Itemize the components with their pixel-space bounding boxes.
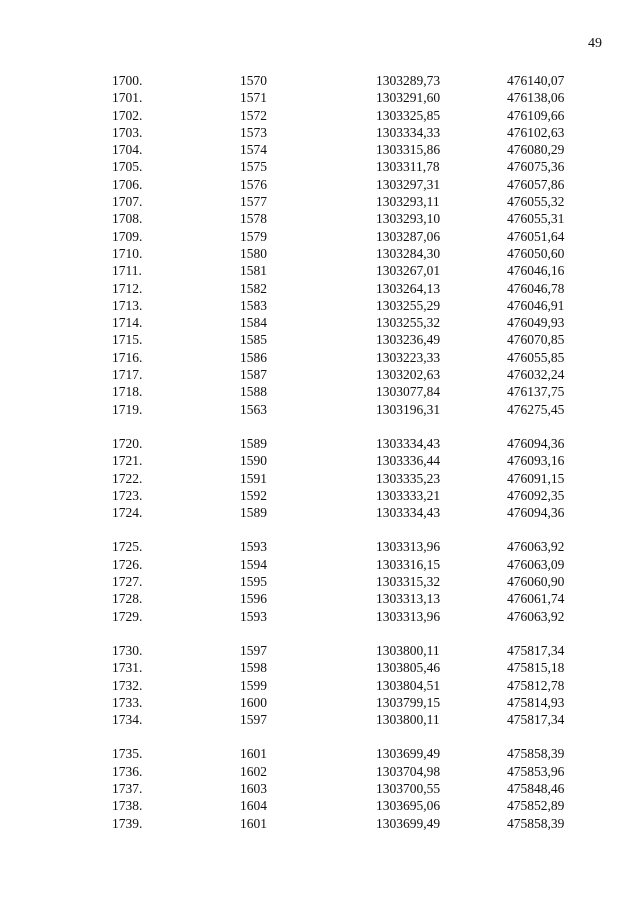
coordinate-y: 476060,90 bbox=[507, 574, 565, 590]
point-id: 1584 bbox=[240, 315, 267, 331]
coordinate-y: 476057,86 bbox=[507, 176, 565, 192]
row-number: 1733. bbox=[112, 694, 143, 710]
row-number: 1705. bbox=[112, 159, 143, 175]
coordinate-y: 476061,74 bbox=[507, 591, 565, 607]
coordinate-x: 1303291,60 bbox=[376, 90, 441, 106]
point-id: 1597 bbox=[240, 642, 267, 658]
coordinate-x: 1303704,98 bbox=[376, 763, 441, 779]
row-number: 1730. bbox=[112, 642, 143, 658]
table-row bbox=[0, 677, 640, 694]
row-number: 1725. bbox=[112, 539, 143, 555]
row-number: 1703. bbox=[112, 124, 143, 140]
row-number: 1726. bbox=[112, 556, 143, 572]
coordinate-y: 476050,60 bbox=[507, 245, 565, 261]
point-id: 1589 bbox=[240, 435, 267, 451]
coordinate-y: 476063,92 bbox=[507, 539, 565, 555]
row-number: 1729. bbox=[112, 608, 143, 624]
row-number: 1719. bbox=[112, 401, 143, 417]
row-number: 1739. bbox=[112, 815, 143, 831]
table-row bbox=[0, 504, 640, 521]
table-row bbox=[0, 72, 640, 89]
coordinate-x: 1303293,11 bbox=[376, 194, 440, 210]
coordinate-x: 1303289,73 bbox=[376, 73, 441, 88]
coordinate-y: 475858,39 bbox=[507, 746, 565, 762]
coordinate-y: 476093,16 bbox=[507, 453, 565, 469]
table-row bbox=[0, 349, 640, 366]
table-row bbox=[0, 176, 640, 193]
table-row bbox=[0, 642, 640, 659]
point-id: 1586 bbox=[240, 349, 267, 365]
coordinate-x: 1303313,13 bbox=[376, 591, 441, 607]
coordinate-x: 1303334,43 bbox=[376, 505, 441, 521]
coordinate-x: 1303699,49 bbox=[376, 815, 441, 831]
coordinate-y: 476075,36 bbox=[507, 159, 565, 175]
table-row bbox=[0, 694, 640, 711]
coordinate-y: 476092,35 bbox=[507, 487, 565, 503]
point-id: 1596 bbox=[240, 591, 267, 607]
row-number: 1737. bbox=[112, 780, 143, 796]
coordinate-x: 1303799,15 bbox=[376, 694, 441, 710]
coordinate-x: 1303297,31 bbox=[376, 176, 441, 192]
coordinate-x: 1303800,11 bbox=[376, 712, 440, 728]
point-id: 1576 bbox=[240, 176, 267, 192]
point-id: 1570 bbox=[240, 73, 267, 88]
coordinate-x: 1303202,63 bbox=[376, 367, 441, 383]
coordinate-x: 1303311,78 bbox=[376, 159, 440, 175]
point-id: 1603 bbox=[240, 780, 267, 796]
coordinate-x: 1303315,86 bbox=[376, 142, 441, 158]
row-number: 1707. bbox=[112, 194, 143, 210]
row-number: 1717. bbox=[112, 367, 143, 383]
table-row bbox=[0, 780, 640, 797]
coordinate-x: 1303284,30 bbox=[376, 245, 441, 261]
coordinate-x: 1303264,13 bbox=[376, 280, 441, 296]
coordinate-x: 1303699,49 bbox=[376, 746, 441, 762]
table-row bbox=[0, 245, 640, 262]
coordinate-x: 1303336,44 bbox=[376, 453, 441, 469]
coordinate-y: 476063,92 bbox=[507, 608, 565, 624]
coordinate-y: 476063,09 bbox=[507, 556, 565, 572]
table-row bbox=[0, 331, 640, 348]
point-id: 1590 bbox=[240, 453, 267, 469]
coordinate-x: 1303316,15 bbox=[376, 556, 441, 572]
row-number: 1711. bbox=[112, 263, 142, 279]
table-row bbox=[0, 763, 640, 780]
table-row bbox=[0, 89, 640, 106]
coordinate-y: 476032,24 bbox=[507, 367, 565, 383]
table-row bbox=[0, 383, 640, 400]
coordinate-x: 1303335,23 bbox=[376, 470, 441, 486]
table-row bbox=[0, 314, 640, 331]
point-id: 1572 bbox=[240, 107, 267, 123]
coordinate-x: 1303223,33 bbox=[376, 349, 441, 365]
row-number: 1715. bbox=[112, 332, 143, 348]
table-row bbox=[0, 435, 640, 452]
table-row bbox=[0, 210, 640, 227]
coordinate-x: 1303313,96 bbox=[376, 539, 441, 555]
row-number: 1728. bbox=[112, 591, 143, 607]
point-id: 1587 bbox=[240, 367, 267, 383]
coordinate-x: 1303287,06 bbox=[376, 228, 441, 244]
row-number: 1722. bbox=[112, 470, 143, 486]
coordinate-y: 475853,96 bbox=[507, 763, 565, 779]
table-row bbox=[0, 124, 640, 141]
point-id: 1593 bbox=[240, 539, 267, 555]
point-id: 1594 bbox=[240, 556, 267, 572]
row-number: 1712. bbox=[112, 280, 143, 296]
point-id: 1604 bbox=[240, 798, 267, 814]
coordinate-y: 476094,36 bbox=[507, 435, 565, 451]
row-number: 1710. bbox=[112, 245, 143, 261]
table-row bbox=[0, 745, 640, 762]
row-number: 1734. bbox=[112, 712, 143, 728]
row-number: 1716. bbox=[112, 349, 143, 365]
row-group bbox=[0, 72, 640, 418]
coordinate-x: 1303313,96 bbox=[376, 608, 441, 624]
point-id: 1598 bbox=[240, 660, 267, 676]
table-row bbox=[0, 608, 640, 625]
row-number: 1720. bbox=[112, 435, 143, 451]
row-group bbox=[0, 435, 640, 521]
row-group bbox=[0, 745, 640, 831]
point-id: 1579 bbox=[240, 228, 267, 244]
coordinate-x: 1303333,21 bbox=[376, 487, 441, 503]
point-id: 1602 bbox=[240, 763, 267, 779]
point-id: 1589 bbox=[240, 505, 267, 521]
row-number: 1708. bbox=[112, 211, 143, 227]
row-number: 1723. bbox=[112, 487, 143, 503]
table-row bbox=[0, 659, 640, 676]
coordinate-y: 475817,34 bbox=[507, 642, 565, 658]
table-row bbox=[0, 590, 640, 607]
coordinate-y: 475852,89 bbox=[507, 798, 565, 814]
coordinate-y: 476070,85 bbox=[507, 332, 565, 348]
coordinate-x: 1303805,46 bbox=[376, 660, 441, 676]
point-id: 1601 bbox=[240, 746, 267, 762]
coordinate-x: 1303293,10 bbox=[376, 211, 441, 227]
coordinate-y: 476140,07 bbox=[507, 73, 565, 88]
row-number: 1700. bbox=[112, 73, 143, 88]
coordinate-y: 475848,46 bbox=[507, 780, 565, 796]
coordinate-y: 475814,93 bbox=[507, 694, 565, 710]
table-row bbox=[0, 470, 640, 487]
table-row bbox=[0, 228, 640, 245]
table-row bbox=[0, 452, 640, 469]
table-row bbox=[0, 107, 640, 124]
coordinate-y: 476109,66 bbox=[507, 107, 565, 123]
row-number: 1731. bbox=[112, 660, 143, 676]
table-row bbox=[0, 711, 640, 728]
table-row bbox=[0, 141, 640, 158]
coordinate-y: 475858,39 bbox=[507, 815, 565, 831]
coordinate-y: 476046,91 bbox=[507, 297, 565, 313]
row-number: 1736. bbox=[112, 763, 143, 779]
coordinate-y: 476055,85 bbox=[507, 349, 565, 365]
point-id: 1601 bbox=[240, 815, 267, 831]
row-number: 1732. bbox=[112, 677, 143, 693]
coordinate-x: 1303236,49 bbox=[376, 332, 441, 348]
table-row bbox=[0, 401, 640, 418]
coordinate-y: 476046,78 bbox=[507, 280, 565, 296]
table-row bbox=[0, 366, 640, 383]
page-number: 49 bbox=[588, 36, 602, 51]
row-number: 1701. bbox=[112, 90, 143, 106]
point-id: 1595 bbox=[240, 574, 267, 590]
table-row bbox=[0, 797, 640, 814]
coordinate-x: 1303800,11 bbox=[376, 642, 440, 658]
table-row bbox=[0, 158, 640, 175]
coordinate-y: 476055,31 bbox=[507, 211, 565, 227]
point-id: 1592 bbox=[240, 487, 267, 503]
table-row bbox=[0, 280, 640, 297]
coordinate-y: 476080,29 bbox=[507, 142, 565, 158]
row-number: 1714. bbox=[112, 315, 143, 331]
point-id: 1591 bbox=[240, 470, 267, 486]
point-id: 1571 bbox=[240, 90, 267, 106]
table-row bbox=[0, 815, 640, 832]
coordinate-y: 476102,63 bbox=[507, 124, 565, 140]
coordinate-y: 476275,45 bbox=[507, 401, 565, 417]
coordinate-x: 1303700,55 bbox=[376, 780, 441, 796]
coordinate-x: 1303267,01 bbox=[376, 263, 441, 279]
point-id: 1588 bbox=[240, 384, 267, 400]
table-row bbox=[0, 556, 640, 573]
coordinate-x: 1303334,33 bbox=[376, 124, 441, 140]
coordinate-y: 476138,06 bbox=[507, 90, 565, 106]
coordinate-y: 476137,75 bbox=[507, 384, 565, 400]
coordinate-x: 1303325,85 bbox=[376, 107, 441, 123]
row-group bbox=[0, 538, 640, 624]
coordinate-y: 476091,15 bbox=[507, 470, 565, 486]
row-number: 1738. bbox=[112, 798, 143, 814]
point-id: 1573 bbox=[240, 124, 267, 140]
row-number: 1702. bbox=[112, 107, 143, 123]
point-id: 1599 bbox=[240, 677, 267, 693]
point-id: 1575 bbox=[240, 159, 267, 175]
coordinate-x: 1303255,32 bbox=[376, 315, 441, 331]
coordinate-x: 1303315,32 bbox=[376, 574, 441, 590]
point-id: 1563 bbox=[240, 401, 267, 417]
point-id: 1585 bbox=[240, 332, 267, 348]
table-row bbox=[0, 538, 640, 555]
point-id: 1577 bbox=[240, 194, 267, 210]
coordinate-x: 1303334,43 bbox=[376, 435, 441, 451]
coordinate-y: 476051,64 bbox=[507, 228, 565, 244]
row-number: 1727. bbox=[112, 574, 143, 590]
row-number: 1704. bbox=[112, 142, 143, 158]
table-row bbox=[0, 573, 640, 590]
coordinate-y: 476046,16 bbox=[507, 263, 565, 279]
row-number: 1713. bbox=[112, 297, 143, 313]
table-row bbox=[0, 297, 640, 314]
coordinate-x: 1303804,51 bbox=[376, 677, 441, 693]
table-row bbox=[0, 193, 640, 210]
coordinate-x: 1303695,06 bbox=[376, 798, 441, 814]
coordinate-y: 476055,32 bbox=[507, 194, 565, 210]
coordinate-y: 475812,78 bbox=[507, 677, 565, 693]
coordinate-x: 1303077,84 bbox=[376, 384, 441, 400]
point-id: 1593 bbox=[240, 608, 267, 624]
point-id: 1580 bbox=[240, 245, 267, 261]
table-row bbox=[0, 487, 640, 504]
point-id: 1578 bbox=[240, 211, 267, 227]
point-id: 1574 bbox=[240, 142, 267, 158]
coordinate-y: 476094,36 bbox=[507, 505, 565, 521]
point-id: 1600 bbox=[240, 694, 267, 710]
coordinate-y: 475815,18 bbox=[507, 660, 565, 676]
point-id: 1583 bbox=[240, 297, 267, 313]
row-number: 1706. bbox=[112, 176, 143, 192]
coordinate-y: 476049,93 bbox=[507, 315, 565, 331]
row-number: 1709. bbox=[112, 228, 143, 244]
point-id: 1597 bbox=[240, 712, 267, 728]
row-number: 1724. bbox=[112, 505, 143, 521]
row-number: 1721. bbox=[112, 453, 143, 469]
row-group bbox=[0, 642, 640, 728]
coordinate-x: 1303255,29 bbox=[376, 297, 441, 313]
point-id: 1582 bbox=[240, 280, 267, 296]
row-number: 1735. bbox=[112, 746, 143, 762]
coordinate-y: 475817,34 bbox=[507, 712, 565, 728]
row-number: 1718. bbox=[112, 384, 143, 400]
coordinate-x: 1303196,31 bbox=[376, 401, 441, 417]
point-id: 1581 bbox=[240, 263, 267, 279]
coordinates-table bbox=[0, 72, 640, 849]
table-row bbox=[0, 262, 640, 279]
